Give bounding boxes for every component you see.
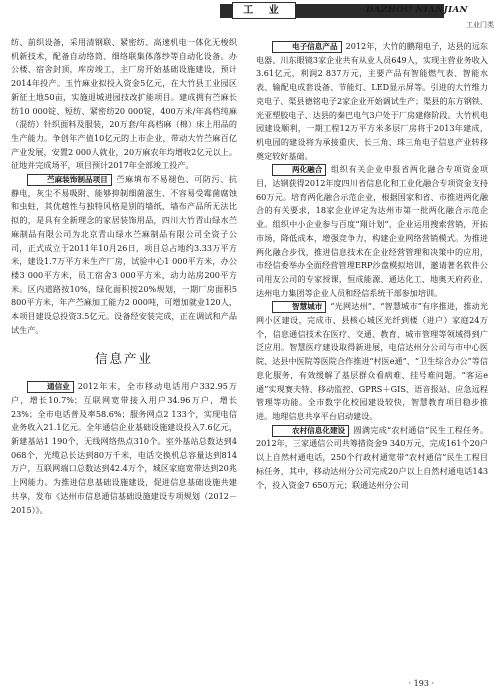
header-subsection: 工业门类 [466,21,494,29]
left-paragraph-2 [11,173,237,337]
entry-text: 组织有关企业申报省两化融合专项资金项目，达钢获得2012年度四川省信息化和工业化融合专项资金支持60万元。培育两化融合示范企业，根据国家和省、市推进两化融合的有关要求，18家企业评定为达州市第一批两化融合示范企业。组织中小企业参与百度“翔计划”，企业运用搜索营销，开拓市场，降低成本，增强竞争力，构建企业网络营销模式。为推进两化融合步伐，推进信息技术在企业经营管理和决策中的应用，市经信委举办全面经营管理ERP沙盘模拟培训，邀请著名软件公司用友公司的专家授课，恒成能源、通达化工、地奥天府药业、达州电力集团等企业人员和经信系统干部参加培训。 [256,164,488,298]
left-paragraph-1: 纺、前织设备，采用清钢联、紧密纺、高速机电一体化无梭织机新技术，配备自动络筒、细络联集体落纱等自动化设备。办公楼、宿舍封顶，库房竣工，主厂房开始基础设施建设，预计2014年投产。玉竹麻业拟投入资金5亿元，在大竹县工业园区新征土地50亩，实施退城进园技改扩能项目。建成拥有苎麻长纺10 000锭、短纺、紧密纺20 000锭，400万米/年高档纯麻（混纺）针织面料及服装，20万套/年高档麻（棉）床上用品的生产能力。争创年产值10亿元的上市企业，带动大竹苎麻百亿产业发展，安置2 000人就业，20万麻农年均增收2亿元以上。征地并完成场平，项目预计2017年全部竣工投产。 [11,37,237,171]
right-paragraph-3 [256,300,488,423]
right-paragraph-1 [256,40,488,163]
page-header [0,0,504,34]
left-paragraph-3 [11,380,237,517]
page-number: · 193 · [408,679,434,688]
entry-tag: 农村信息化建设 [272,425,349,437]
left-column [11,36,237,517]
entry-text: 圆满完成“农村通信”民生工程任务。2012年，三家通信公司共筹措资金9 340万元，完成161个20户以上自然村通电话，250个行政村通宽带“农村通信”民生工程目标任务，其中，移动达州分公司完成20户以上自然村通电话143个，投入资金7 650万元；联通达州分公司 [256,424,488,490]
entry-tag: 苎麻装饰制品项目 [27,174,112,186]
entry-text: 苎麻填布不易褪色、可防污、抗静电，灰尘不易吸附、能够抑制细菌滋生、不容易受霉菌腐蚀和虫蛀，其优越性与独特风格是别的墙纸、墙布产品所无法比拟的，是具有全新理念的家居装饰用品，四川大竹青山绿水苎麻制品有限公司为北京青山绿水苎麻制品有限公司全资子公司，正式成立于2011年10月26日，项目总占地约3.33万平方米，建设1.7万平方米生产厂房，试验中心1 000平方米，办公楼3 000平方米，员工宿舍3 000平方米，动力站房200平方米。区内道路按10%，绿化面积按20%规划，一期厂房面积5 800平方米，年产苎麻加工能力2 000吨，可增加就业120人，本项目建设总投资3.5亿元。设备经安装完成，正在调试和产品试生产。 [11,174,237,335]
right-paragraph-4 [256,424,488,493]
entry-text: “光网达州”、“智慧城市”有序推进，推动光网小区建设，完成市、县核心城区光纤到楼（进户）家庭24万个，信息通信技术在医疗、交通、教育、城市管理等领域得到广泛应用。智慧医疗建设取得新进展，电信达州分公司与市中心医院、达县中医院等医院合作推进“村医e通”、“卫生综合办公”等信息化服务，有效缓解了基层群众看病难、挂号难问题。“客运e通”实现赛夫特、移动监控、GPRS＋GIS、语音报站、应急远程管理等功能。全市数字化校园建设较快，智慧教育项目稳步推进。地理信息共享平台启动建设。 [256,301,488,421]
entry-tag: 两化融合 [272,164,326,176]
entry-tag: 通信业 [27,381,74,393]
right-column [256,40,488,492]
entry-text: 2012年，大竹的鹏翔电子，达县的远东电器、川东眼镜3家企业共有从业人员649人，实现主营业务收入3.61亿元，利润2 837万元，主要产品有智能燃气表、智能水表、输配电成套设备、节能灯、LED显示屏等。引进的大竹维力克电子、渠县德铭电子2家企业开始调试生产；渠县的东方钢铁、光亚塑胶电子、达县的秦巴电气3户处于厂房建修阶段。大竹机电园建设顺利，一期工程12万平方米多层厂房将于2013年建成，机电园的建设将为承接重庆、长三角、珠三角电子信息产业转移奠定较好基础。 [256,41,488,161]
entry-text: 2012年末，全市移动电话用户332.95万户，增长10.7%；互联网宽带接入用户34.96万户，增长23%；全市电话普及率58.6%；服务网点2 133个，实现电信业务收入21.1亿元。全年通信企业基础设施建设投入7.6亿元，新建基站1 190个，无线网络热点310个。室外基站总数达到4 068个，光缆总长达到80万千米，电话交换机总容量达到814万户，互联网端口总数达到42.4万个，城区家庭宽带达到20兆上网能力。为推进信息基础设施建设，促进信息基础设施共建共享，发布《达州市信息通信基础设施建设专项规划（2012－2015）》。 [11,381,237,515]
entry-tag: 智慧城市 [272,301,326,313]
right-paragraph-2 [256,163,488,300]
header-journal-title: DAZHOU NIANJIAN [366,5,468,15]
header-section-label: 工 业 [232,2,296,19]
entry-tag: 电子信息产品 [272,41,342,53]
section-title: 信息产业 [94,351,153,367]
